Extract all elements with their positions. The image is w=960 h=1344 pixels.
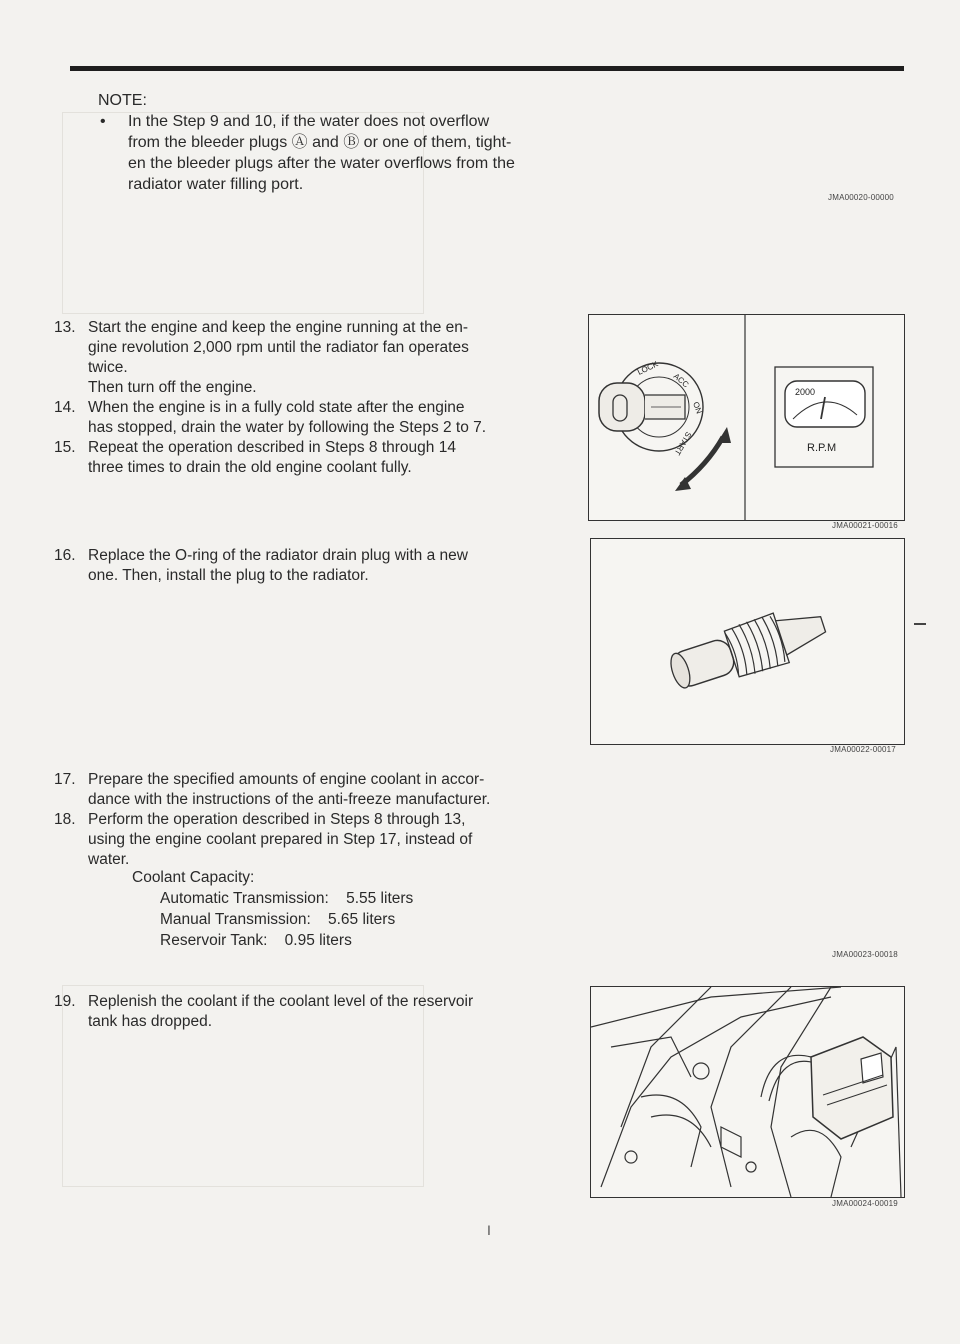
step-number: 13. [54,319,76,336]
step-line: dance with the instructions of the anti-freeze manufacturer. [88,791,491,808]
step-number: 16. [54,547,76,564]
step-line: three times to drain the old engine coolant fully. [88,459,412,476]
reservoir-tank [811,1037,893,1139]
step-line: water. [88,851,130,868]
step-number: 14. [54,399,76,416]
coolant-row-value: 5.65 liters [328,911,396,928]
step-line: Then turn off the engine. [88,379,257,396]
coolant-row-manual [160,910,395,931]
note-line: from the bleeder plugs Ⓐ and Ⓑ or one of them, tight- [128,134,512,151]
key-label-start: START [672,430,694,457]
step-line: Start the engine and keep the engine running at the en- [88,319,469,336]
page-mark: I [487,1222,491,1238]
step-line: When the engine is in a fully cold state after the engine [88,399,465,416]
coolant-row-label: Reservoir Tank: [160,932,268,949]
note-line: In the Step 9 and 10, if the water does not overflow [128,113,490,130]
step-number: 18. [54,811,76,828]
step-number: 15. [54,439,76,456]
coolant-row-reservoir [160,931,352,952]
note-bullet: • [100,113,106,130]
coolant-row-automatic [160,889,413,910]
ignition-tachometer-illustration [589,315,904,520]
step-line: gine revolution 2,000 rpm until the radiator fan operates [88,339,469,356]
step-line: one. Then, install the plug to the radiator. [88,567,369,584]
figure-ignition-tachometer [588,314,905,521]
figure-code: JMA00024-00019 [832,1199,898,1208]
coolant-row-label: Manual Transmission: [160,911,311,928]
header-rule [70,66,904,71]
figure-code: JMA00023-00018 [832,950,898,959]
coolant-row-label: Automatic Transmission: [160,890,329,907]
step-number: 17. [54,771,76,788]
note-heading: NOTE: [98,92,147,109]
key-label-on: ON [691,400,704,415]
figure-code: JMA00021-00016 [832,521,898,530]
reservoir-tank-illustration [591,987,904,1197]
step-number: 19. [54,993,76,1010]
note-line: en the bleeder plugs after the water overflows from the [128,155,515,172]
margin-dash [914,623,926,625]
step-line: twice. [88,359,128,376]
step-line: has stopped, drain the water by following the Steps 2 to 7. [88,419,487,436]
coolant-capacity-heading: Coolant Capacity: [132,869,255,886]
key-label-acc: ACC [671,371,691,390]
step-line: Perform the operation described in Steps 8 through 13, [88,811,466,828]
coolant-row-value: 5.55 liters [346,890,414,907]
step-line: Prepare the specified amounts of engine coolant in accor- [88,771,485,788]
figure-drain-plug [590,538,905,745]
step-line: tank has dropped. [88,1013,213,1030]
tachometer-unit: R.P.M [807,442,837,454]
tachometer-value: 2000 [795,387,816,397]
key-label-lock: LOCK [636,359,660,377]
note-code: JMA00020-00000 [828,193,894,202]
note-body [128,111,558,195]
figure-code: JMA00022-00017 [830,745,896,754]
drain-plug-illustration [591,539,904,744]
figure-reservoir-tank [590,986,905,1198]
note-line: radiator water filling port. [128,176,304,193]
coolant-row-value: 0.95 liters [284,932,352,949]
step-line: Repeat the operation described in Steps 8 through 14 [88,439,456,456]
step-line: Replenish the coolant if the coolant level of the reservoir [88,993,474,1010]
step-line: Replace the O-ring of the radiator drain plug with a new [88,547,468,564]
step-line: using the engine coolant prepared in Step 17, instead of [88,831,473,848]
